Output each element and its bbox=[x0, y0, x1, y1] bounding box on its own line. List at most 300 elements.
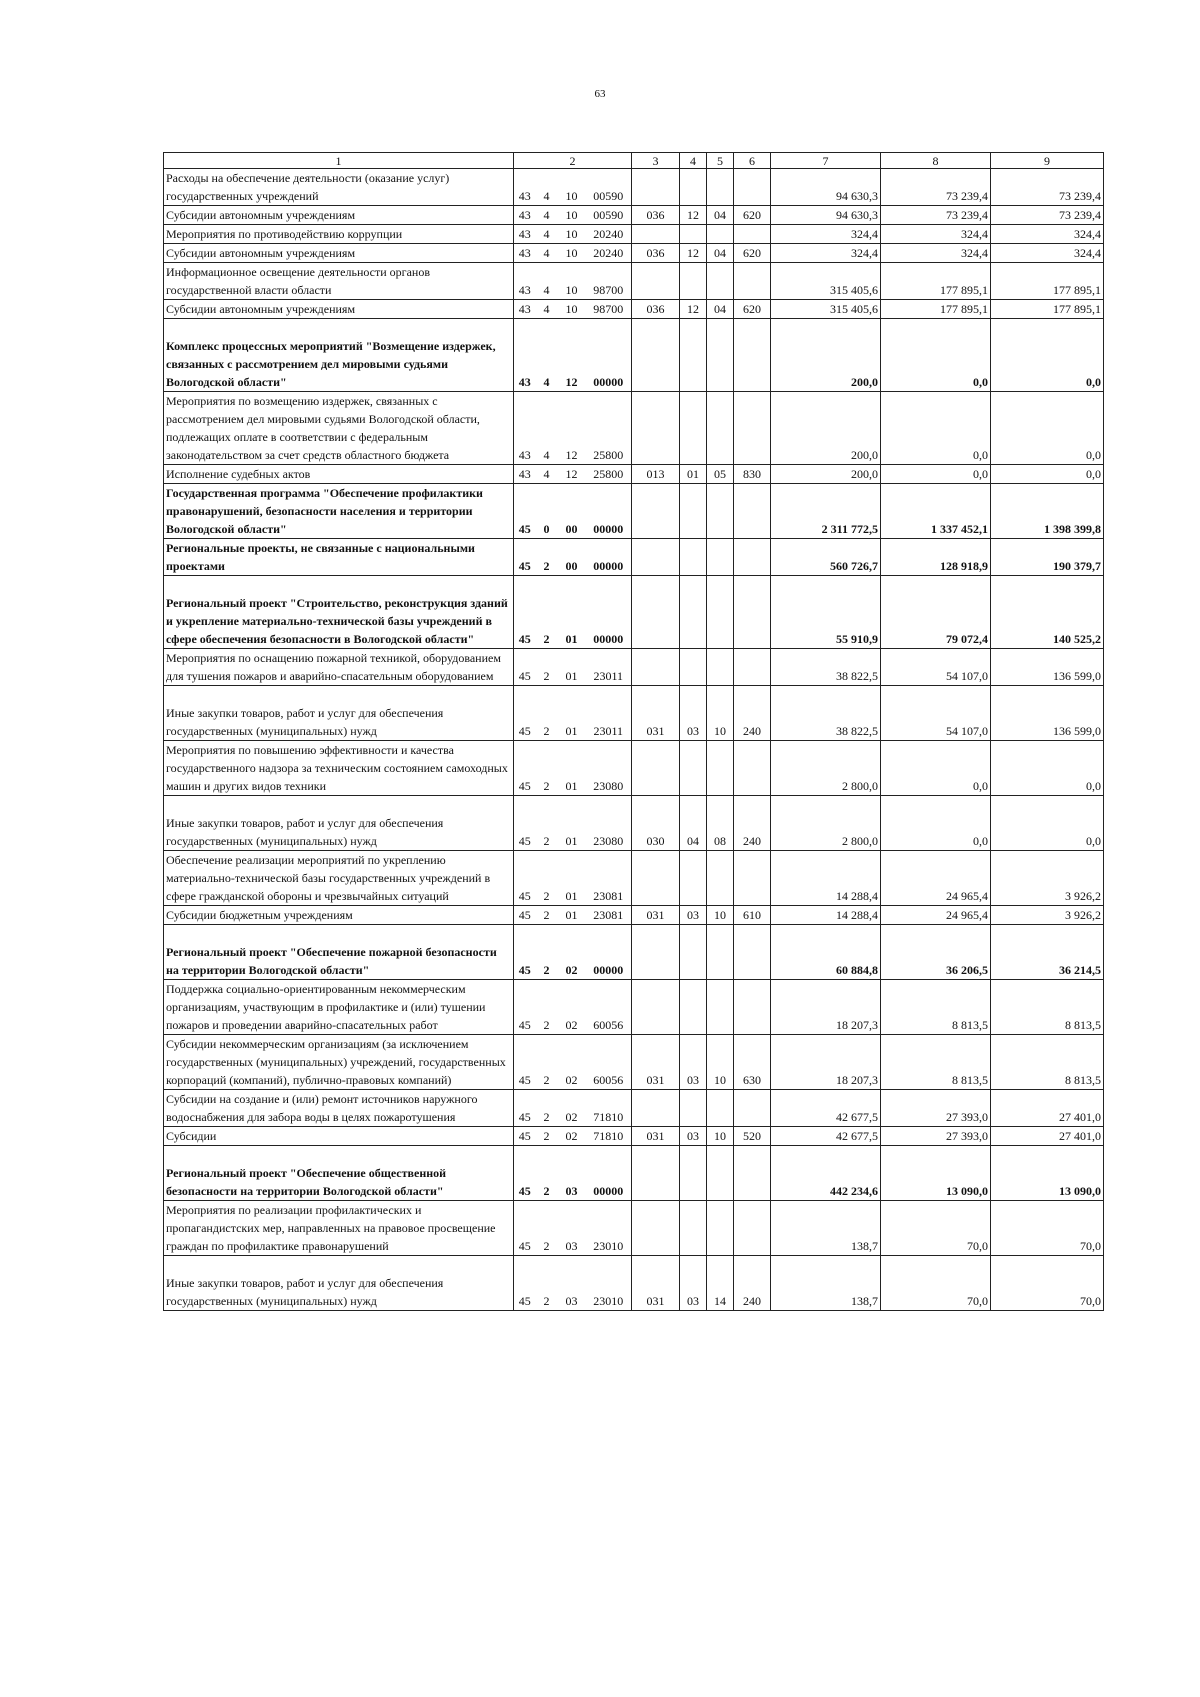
cell-c1: 45 bbox=[514, 576, 536, 649]
cell-c2: 2 bbox=[536, 576, 558, 649]
cell-c3: 00 bbox=[558, 484, 586, 539]
cell-g6: 240 bbox=[734, 1256, 771, 1311]
cell-g3 bbox=[632, 169, 680, 206]
cell-c1: 43 bbox=[514, 225, 536, 244]
cell-c4: 23081 bbox=[586, 906, 632, 925]
cell-v7: 38 822,5 bbox=[771, 686, 881, 741]
cell-g6 bbox=[734, 392, 771, 465]
table-row bbox=[164, 576, 1104, 649]
cell-v9: 324,4 bbox=[991, 244, 1104, 263]
table-row bbox=[164, 1256, 1104, 1311]
cell-c2: 2 bbox=[536, 686, 558, 741]
table-row bbox=[164, 925, 1104, 980]
cell-c4: 00000 bbox=[586, 1146, 632, 1201]
cell-v8: 70,0 bbox=[881, 1256, 991, 1311]
cell-g5 bbox=[707, 925, 734, 980]
cell-c2: 4 bbox=[536, 206, 558, 225]
cell-c4: 00590 bbox=[586, 169, 632, 206]
cell-c3: 10 bbox=[558, 300, 586, 319]
cell-v7: 38 822,5 bbox=[771, 649, 881, 686]
cell-g3: 031 bbox=[632, 906, 680, 925]
cell-g6 bbox=[734, 319, 771, 392]
cell-c1: 43 bbox=[514, 319, 536, 392]
cell-c4: 00000 bbox=[586, 319, 632, 392]
cell-v7: 94 630,3 bbox=[771, 206, 881, 225]
cell-g5 bbox=[707, 1201, 734, 1256]
cell-g5 bbox=[707, 392, 734, 465]
row-name: Субсидии на создание и (или) ремонт источников наружного водоснабжения для забора воды в целях пожаротушения bbox=[164, 1090, 514, 1127]
cell-g6: 610 bbox=[734, 906, 771, 925]
cell-c2: 4 bbox=[536, 300, 558, 319]
cell-v7: 200,0 bbox=[771, 392, 881, 465]
cell-c3: 10 bbox=[558, 206, 586, 225]
table-body bbox=[164, 169, 1104, 1311]
cell-c3: 10 bbox=[558, 244, 586, 263]
cell-v7: 200,0 bbox=[771, 465, 881, 484]
cell-v9: 27 401,0 bbox=[991, 1090, 1104, 1127]
cell-g3: 031 bbox=[632, 1256, 680, 1311]
cell-v8: 128 918,9 bbox=[881, 539, 991, 576]
cell-g5: 04 bbox=[707, 300, 734, 319]
table-row bbox=[164, 539, 1104, 576]
cell-c1: 45 bbox=[514, 539, 536, 576]
cell-g5: 10 bbox=[707, 906, 734, 925]
cell-c3: 12 bbox=[558, 319, 586, 392]
cell-c2: 2 bbox=[536, 796, 558, 851]
cell-g5: 05 bbox=[707, 465, 734, 484]
cell-c1: 43 bbox=[514, 263, 536, 300]
header-cell: 4 bbox=[680, 153, 707, 169]
cell-v8: 27 393,0 bbox=[881, 1127, 991, 1146]
cell-c1: 43 bbox=[514, 300, 536, 319]
cell-g5 bbox=[707, 484, 734, 539]
cell-g3 bbox=[632, 649, 680, 686]
cell-g3: 036 bbox=[632, 244, 680, 263]
cell-c4: 23010 bbox=[586, 1201, 632, 1256]
header-cell: 2 bbox=[514, 153, 632, 169]
cell-g3 bbox=[632, 539, 680, 576]
cell-c4: 23010 bbox=[586, 1256, 632, 1311]
row-name: Региональный проект "Обеспечение пожарной безопасности на территории Вологодской области" bbox=[164, 925, 514, 980]
cell-v9: 3 926,2 bbox=[991, 851, 1104, 906]
cell-v9: 140 525,2 bbox=[991, 576, 1104, 649]
cell-v7: 14 288,4 bbox=[771, 851, 881, 906]
cell-g5 bbox=[707, 1146, 734, 1201]
cell-c2: 2 bbox=[536, 1127, 558, 1146]
cell-c2: 2 bbox=[536, 1256, 558, 1311]
table-row bbox=[164, 484, 1104, 539]
cell-c1: 43 bbox=[514, 392, 536, 465]
cell-c4: 00000 bbox=[586, 576, 632, 649]
table-row bbox=[164, 244, 1104, 263]
cell-g3 bbox=[632, 576, 680, 649]
cell-c4: 00000 bbox=[586, 539, 632, 576]
table-row bbox=[164, 980, 1104, 1035]
cell-g4 bbox=[680, 539, 707, 576]
cell-v9: 0,0 bbox=[991, 392, 1104, 465]
cell-v9: 27 401,0 bbox=[991, 1127, 1104, 1146]
table-row bbox=[164, 1201, 1104, 1256]
cell-c4: 60056 bbox=[586, 980, 632, 1035]
cell-c2: 4 bbox=[536, 263, 558, 300]
cell-c1: 45 bbox=[514, 925, 536, 980]
cell-g4 bbox=[680, 484, 707, 539]
cell-v7: 442 234,6 bbox=[771, 1146, 881, 1201]
cell-c3: 02 bbox=[558, 1035, 586, 1090]
cell-c4: 98700 bbox=[586, 300, 632, 319]
cell-c1: 45 bbox=[514, 851, 536, 906]
cell-g6: 240 bbox=[734, 796, 771, 851]
cell-c1: 45 bbox=[514, 1090, 536, 1127]
row-name: Иные закупки товаров, работ и услуг для обеспечения государственных (муниципальных) нужд bbox=[164, 1256, 514, 1311]
cell-v8: 54 107,0 bbox=[881, 686, 991, 741]
cell-c1: 45 bbox=[514, 1035, 536, 1090]
cell-c3: 01 bbox=[558, 686, 586, 741]
cell-g3 bbox=[632, 980, 680, 1035]
cell-v9: 8 813,5 bbox=[991, 980, 1104, 1035]
row-name: Субсидии автономным учреждениям bbox=[164, 244, 514, 263]
cell-g6 bbox=[734, 649, 771, 686]
cell-v7: 42 677,5 bbox=[771, 1127, 881, 1146]
cell-c2: 2 bbox=[536, 1090, 558, 1127]
cell-c3: 03 bbox=[558, 1201, 586, 1256]
cell-g3: 013 bbox=[632, 465, 680, 484]
cell-v8: 0,0 bbox=[881, 741, 991, 796]
cell-g4 bbox=[680, 980, 707, 1035]
cell-c1: 43 bbox=[514, 244, 536, 263]
cell-c3: 01 bbox=[558, 649, 586, 686]
cell-v9: 0,0 bbox=[991, 319, 1104, 392]
page-number: 63 bbox=[594, 88, 606, 100]
cell-g4: 03 bbox=[680, 1256, 707, 1311]
cell-c4: 00590 bbox=[586, 206, 632, 225]
header-cell: 9 bbox=[991, 153, 1104, 169]
cell-v8: 8 813,5 bbox=[881, 980, 991, 1035]
cell-v8: 0,0 bbox=[881, 319, 991, 392]
cell-g4 bbox=[680, 925, 707, 980]
cell-v9: 70,0 bbox=[991, 1201, 1104, 1256]
table-row bbox=[164, 851, 1104, 906]
row-name: Субсидии некоммерческим организациям (за исключением государственных (муниципальных) учреждений, государственных корпораций (компаний), публично-правовых компаний) bbox=[164, 1035, 514, 1090]
cell-g4 bbox=[680, 263, 707, 300]
cell-g6: 630 bbox=[734, 1035, 771, 1090]
cell-c2: 2 bbox=[536, 1035, 558, 1090]
cell-v7: 200,0 bbox=[771, 319, 881, 392]
row-name: Субсидии автономным учреждениям bbox=[164, 206, 514, 225]
table-row bbox=[164, 649, 1104, 686]
cell-v9: 136 599,0 bbox=[991, 649, 1104, 686]
cell-g6 bbox=[734, 980, 771, 1035]
cell-g4: 12 bbox=[680, 244, 707, 263]
cell-c4: 71810 bbox=[586, 1090, 632, 1127]
cell-v7: 315 405,6 bbox=[771, 263, 881, 300]
header-cell: 6 bbox=[734, 153, 771, 169]
cell-v7: 14 288,4 bbox=[771, 906, 881, 925]
cell-v7: 60 884,8 bbox=[771, 925, 881, 980]
cell-c1: 45 bbox=[514, 741, 536, 796]
cell-c2: 2 bbox=[536, 539, 558, 576]
table-row bbox=[164, 1127, 1104, 1146]
cell-c4: 20240 bbox=[586, 244, 632, 263]
cell-v8: 0,0 bbox=[881, 465, 991, 484]
cell-v8: 177 895,1 bbox=[881, 263, 991, 300]
row-name: Мероприятия по возмещению издержек, связанных с рассмотрением дел мировыми судьями Вологодской области, подлежащих оплате в соответствии с федеральным законодательством за счет средств областного бюджета bbox=[164, 392, 514, 465]
table-row bbox=[164, 319, 1104, 392]
cell-g5 bbox=[707, 980, 734, 1035]
cell-g4 bbox=[680, 741, 707, 796]
cell-v8: 24 965,4 bbox=[881, 906, 991, 925]
cell-c2: 2 bbox=[536, 1201, 558, 1256]
cell-c4: 23011 bbox=[586, 649, 632, 686]
cell-g6 bbox=[734, 225, 771, 244]
cell-c2: 2 bbox=[536, 906, 558, 925]
cell-c2: 2 bbox=[536, 980, 558, 1035]
cell-g6 bbox=[734, 484, 771, 539]
table-row bbox=[164, 686, 1104, 741]
cell-v7: 55 910,9 bbox=[771, 576, 881, 649]
cell-c3: 01 bbox=[558, 576, 586, 649]
cell-v8: 177 895,1 bbox=[881, 300, 991, 319]
cell-g3 bbox=[632, 1146, 680, 1201]
row-name: Расходы на обеспечение деятельности (оказание услуг) государственных учреждений bbox=[164, 169, 514, 206]
cell-g4 bbox=[680, 392, 707, 465]
cell-c2: 4 bbox=[536, 225, 558, 244]
cell-g3 bbox=[632, 851, 680, 906]
table-row bbox=[164, 206, 1104, 225]
row-name: Региональный проект "Обеспечение общественной безопасности на территории Вологодской области" bbox=[164, 1146, 514, 1201]
cell-g3 bbox=[632, 263, 680, 300]
cell-g5 bbox=[707, 263, 734, 300]
cell-g4 bbox=[680, 649, 707, 686]
cell-g4 bbox=[680, 576, 707, 649]
cell-v8: 79 072,4 bbox=[881, 576, 991, 649]
cell-g4 bbox=[680, 1146, 707, 1201]
cell-g5 bbox=[707, 1090, 734, 1127]
cell-g4: 01 bbox=[680, 465, 707, 484]
cell-c4: 25800 bbox=[586, 392, 632, 465]
cell-c1: 45 bbox=[514, 1201, 536, 1256]
header-cell: 8 bbox=[881, 153, 991, 169]
cell-g3 bbox=[632, 484, 680, 539]
header-cell: 1 bbox=[164, 153, 514, 169]
cell-g4 bbox=[680, 225, 707, 244]
row-name: Мероприятия по оснащению пожарной техникой, оборудованием для тушения пожаров и аварийно-спасательным оборудованием bbox=[164, 649, 514, 686]
row-name: Субсидии bbox=[164, 1127, 514, 1146]
row-name: Региональный проект "Строительство, реконструкция зданий и укрепление материально-технической базы учреждений в сфере обеспечения безопасности в Вологодской области" bbox=[164, 576, 514, 649]
cell-c3: 12 bbox=[558, 465, 586, 484]
cell-v7: 138,7 bbox=[771, 1256, 881, 1311]
cell-g4: 03 bbox=[680, 686, 707, 741]
cell-c2: 2 bbox=[536, 649, 558, 686]
cell-c3: 03 bbox=[558, 1256, 586, 1311]
cell-c3: 01 bbox=[558, 906, 586, 925]
cell-c1: 43 bbox=[514, 206, 536, 225]
cell-v8: 1 337 452,1 bbox=[881, 484, 991, 539]
cell-v9: 177 895,1 bbox=[991, 263, 1104, 300]
cell-g3 bbox=[632, 225, 680, 244]
cell-c3: 02 bbox=[558, 980, 586, 1035]
cell-v7: 18 207,3 bbox=[771, 1035, 881, 1090]
row-name: Субсидии бюджетным учреждениям bbox=[164, 906, 514, 925]
cell-g6: 520 bbox=[734, 1127, 771, 1146]
row-name: Информационное освещение деятельности органов государственной власти области bbox=[164, 263, 514, 300]
cell-v8: 0,0 bbox=[881, 392, 991, 465]
table-row bbox=[164, 225, 1104, 244]
cell-c2: 2 bbox=[536, 925, 558, 980]
table-row bbox=[164, 169, 1104, 206]
cell-g4 bbox=[680, 1201, 707, 1256]
cell-c1: 43 bbox=[514, 465, 536, 484]
cell-v7: 42 677,5 bbox=[771, 1090, 881, 1127]
cell-c3: 03 bbox=[558, 1146, 586, 1201]
cell-v9: 136 599,0 bbox=[991, 686, 1104, 741]
cell-g6: 240 bbox=[734, 686, 771, 741]
cell-g4 bbox=[680, 319, 707, 392]
table-row bbox=[164, 1146, 1104, 1201]
cell-g5 bbox=[707, 319, 734, 392]
cell-g4: 03 bbox=[680, 906, 707, 925]
row-name: Субсидии автономным учреждениям bbox=[164, 300, 514, 319]
cell-c4: 25800 bbox=[586, 465, 632, 484]
cell-g5 bbox=[707, 576, 734, 649]
cell-c1: 45 bbox=[514, 1127, 536, 1146]
cell-v7: 2 800,0 bbox=[771, 741, 881, 796]
budget-table bbox=[163, 152, 1104, 1311]
cell-v8: 8 813,5 bbox=[881, 1035, 991, 1090]
cell-v7: 324,4 bbox=[771, 244, 881, 263]
cell-g5: 14 bbox=[707, 1256, 734, 1311]
cell-g3: 036 bbox=[632, 206, 680, 225]
cell-v7: 2 800,0 bbox=[771, 796, 881, 851]
cell-v9: 0,0 bbox=[991, 796, 1104, 851]
cell-c4: 60056 bbox=[586, 1035, 632, 1090]
cell-g5 bbox=[707, 539, 734, 576]
cell-c4: 23080 bbox=[586, 741, 632, 796]
cell-g5 bbox=[707, 225, 734, 244]
cell-c1: 45 bbox=[514, 906, 536, 925]
cell-c4: 71810 bbox=[586, 1127, 632, 1146]
cell-c4: 23011 bbox=[586, 686, 632, 741]
cell-g6 bbox=[734, 1090, 771, 1127]
cell-v7: 324,4 bbox=[771, 225, 881, 244]
cell-v7: 94 630,3 bbox=[771, 169, 881, 206]
cell-v9: 73 239,4 bbox=[991, 206, 1104, 225]
cell-g6 bbox=[734, 1201, 771, 1256]
cell-v7: 315 405,6 bbox=[771, 300, 881, 319]
cell-v9: 36 214,5 bbox=[991, 925, 1104, 980]
cell-v9: 1 398 399,8 bbox=[991, 484, 1104, 539]
cell-g3: 031 bbox=[632, 686, 680, 741]
table-row bbox=[164, 906, 1104, 925]
cell-g3 bbox=[632, 392, 680, 465]
cell-v7: 560 726,7 bbox=[771, 539, 881, 576]
cell-c1: 45 bbox=[514, 649, 536, 686]
cell-c3: 02 bbox=[558, 1127, 586, 1146]
cell-c2: 2 bbox=[536, 851, 558, 906]
table-row bbox=[164, 300, 1104, 319]
cell-v7: 18 207,3 bbox=[771, 980, 881, 1035]
cell-v9: 177 895,1 bbox=[991, 300, 1104, 319]
cell-v8: 13 090,0 bbox=[881, 1146, 991, 1201]
row-name: Государственная программа "Обеспечение профилактики правонарушений, безопасности населения и территории Вологодской области" bbox=[164, 484, 514, 539]
cell-g4: 03 bbox=[680, 1035, 707, 1090]
cell-v9: 0,0 bbox=[991, 465, 1104, 484]
row-name: Поддержка социально-ориентированным некоммерческим организациям, участвующим в профилактике и (или) тушении пожаров и проведении аварийно-спасательных работ bbox=[164, 980, 514, 1035]
row-name: Мероприятия по противодействию коррупции bbox=[164, 225, 514, 244]
cell-g3 bbox=[632, 925, 680, 980]
cell-v9: 73 239,4 bbox=[991, 169, 1104, 206]
row-name: Мероприятия по реализации профилактических и пропагандистских мер, направленных на правовое просвещение граждан по профилактике правонарушений bbox=[164, 1201, 514, 1256]
cell-c3: 12 bbox=[558, 392, 586, 465]
cell-c2: 0 bbox=[536, 484, 558, 539]
cell-g6: 620 bbox=[734, 300, 771, 319]
table-row bbox=[164, 465, 1104, 484]
cell-c2: 4 bbox=[536, 244, 558, 263]
cell-v9: 8 813,5 bbox=[991, 1035, 1104, 1090]
cell-v8: 70,0 bbox=[881, 1201, 991, 1256]
cell-c2: 4 bbox=[536, 392, 558, 465]
cell-g6 bbox=[734, 263, 771, 300]
row-name: Мероприятия по повышению эффективности и качества государственного надзора за техническим состоянием самоходных машин и других видов техники bbox=[164, 741, 514, 796]
cell-g3 bbox=[632, 741, 680, 796]
cell-g4: 12 bbox=[680, 206, 707, 225]
cell-c3: 10 bbox=[558, 225, 586, 244]
cell-g4: 04 bbox=[680, 796, 707, 851]
cell-g3 bbox=[632, 1090, 680, 1127]
cell-g5 bbox=[707, 851, 734, 906]
cell-v9: 0,0 bbox=[991, 741, 1104, 796]
cell-g6 bbox=[734, 539, 771, 576]
cell-c3: 02 bbox=[558, 925, 586, 980]
row-name: Обеспечение реализации мероприятий по укреплению материально-технической базы государственных учреждений в сфере гражданской обороны и чрезвычайных ситуаций bbox=[164, 851, 514, 906]
cell-c1: 45 bbox=[514, 1256, 536, 1311]
cell-g5: 10 bbox=[707, 686, 734, 741]
cell-c3: 10 bbox=[558, 169, 586, 206]
cell-g3 bbox=[632, 319, 680, 392]
cell-g5: 10 bbox=[707, 1127, 734, 1146]
cell-g6: 830 bbox=[734, 465, 771, 484]
cell-c3: 10 bbox=[558, 263, 586, 300]
cell-v8: 324,4 bbox=[881, 225, 991, 244]
cell-v8: 54 107,0 bbox=[881, 649, 991, 686]
table-row bbox=[164, 1035, 1104, 1090]
cell-v8: 27 393,0 bbox=[881, 1090, 991, 1127]
cell-g5: 08 bbox=[707, 796, 734, 851]
header-row bbox=[164, 153, 1104, 169]
cell-v9: 190 379,7 bbox=[991, 539, 1104, 576]
cell-c1: 45 bbox=[514, 796, 536, 851]
cell-v7: 138,7 bbox=[771, 1201, 881, 1256]
cell-c3: 01 bbox=[558, 851, 586, 906]
table-row bbox=[164, 1090, 1104, 1127]
cell-c4: 20240 bbox=[586, 225, 632, 244]
cell-c4: 23081 bbox=[586, 851, 632, 906]
cell-g5 bbox=[707, 741, 734, 796]
cell-g6 bbox=[734, 925, 771, 980]
row-name: Региональные проекты, не связанные с национальными проектами bbox=[164, 539, 514, 576]
cell-c1: 45 bbox=[514, 484, 536, 539]
cell-c4: 00000 bbox=[586, 925, 632, 980]
cell-c3: 01 bbox=[558, 796, 586, 851]
cell-c4: 23080 bbox=[586, 796, 632, 851]
table-row bbox=[164, 392, 1104, 465]
cell-g6: 620 bbox=[734, 206, 771, 225]
cell-v9: 3 926,2 bbox=[991, 906, 1104, 925]
cell-g3: 031 bbox=[632, 1035, 680, 1090]
cell-g5: 10 bbox=[707, 1035, 734, 1090]
cell-g6 bbox=[734, 169, 771, 206]
cell-g5 bbox=[707, 169, 734, 206]
